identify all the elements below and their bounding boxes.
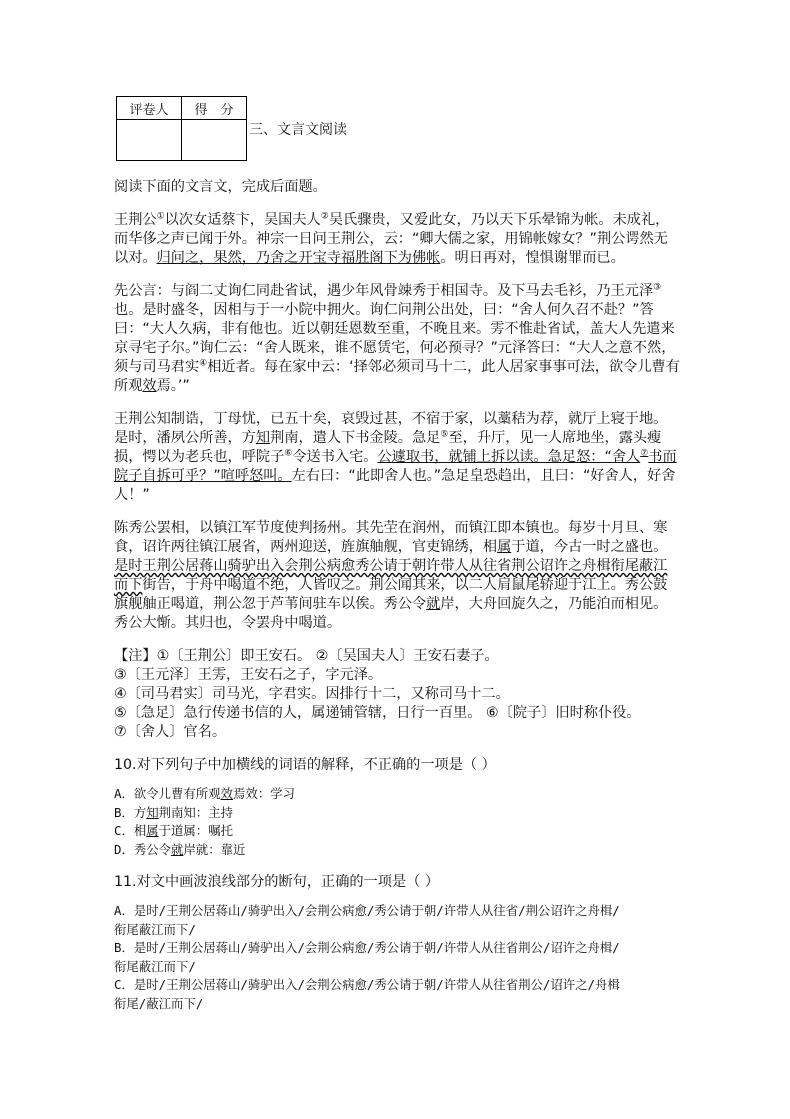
p3-text-e: 令送书入宅。 xyxy=(292,449,378,465)
p2-text-b: 也。是时盛冬，因相与于一小院中拥火。询仁问荆公出处，曰：“舍人何久召不赴？”答曰：“大人久病，非有他也。近以朝廷恩数至重，不晚且来。雱不惟赴省试，盖大人先遣来京寻宅子尔。”询仁云：“舍人既来，谁不愿赁宅，何必预寻？”元泽答曰：“大人之意不然，须与司马君实 xyxy=(114,302,676,375)
p3-text-h: 左右曰：“此即舍人也。”急足皇恐趋出，且曰：“好舍人，好舍人！” xyxy=(114,468,676,503)
q11-c-line-2: 衔尾/蔽江而下/ xyxy=(114,995,204,1011)
p4-text-g: 岸，大舟回旋久之，乃能泊而相见。秀公大惭。其归也，令罢舟中喝道。 xyxy=(114,596,668,631)
p4-text-c: 于道，今古一时之盛也。 xyxy=(511,539,668,555)
p2-underlined-word: 效 xyxy=(142,378,157,394)
q10-d-word: 就 xyxy=(171,841,184,857)
passage-paragraph-2 xyxy=(114,282,680,396)
question-11-options xyxy=(114,902,680,1013)
q10-c-pre: C．相 xyxy=(114,823,147,838)
q10-b-pre: B．方 xyxy=(114,804,147,820)
note-line: ③〔王元泽〕王雱，王安石之子，字元泽。 xyxy=(114,667,383,683)
score-header: 得 分 xyxy=(182,97,247,120)
passage-paragraph-4 xyxy=(114,519,680,633)
q11-a-line-2: 衔尾蔽江而下/ xyxy=(114,921,196,937)
grader-cell xyxy=(117,120,182,161)
p4-underlined-word-1: 属 xyxy=(497,539,512,555)
q11-option-a[interactable] xyxy=(114,902,680,939)
q10-c-post: 于道属：嘱托 xyxy=(158,823,233,838)
q11-b-line-2: 衔尾蔽江而下/ xyxy=(114,958,196,974)
q10-b-word: 知 xyxy=(146,804,159,820)
question-10-options xyxy=(114,785,680,859)
note-ref-4: ④ xyxy=(199,358,208,369)
p4-text-e: 街告，于舟中喝道不绝，人皆叹之。荆公闻其来，以二人肩鼠尾轿迎于江上。秀公鼓旗舰舳正喝道，荆公忽于芦苇间驻车以俟。秀公令 xyxy=(114,577,668,612)
section-title: 三、文言文阅读 xyxy=(249,122,347,138)
p1-text-a: 王荆公 xyxy=(114,212,157,228)
q10-option-c[interactable] xyxy=(114,822,680,841)
note-ref-2: ② xyxy=(320,211,329,222)
q11-option-c[interactable] xyxy=(114,976,680,1013)
p4-wavy-underlined-passage: 是时王荆公居蒋山骑驴出入会荆公病愈秀公请于朝许带人从往省荆公诏许之舟楫衔尾蔽江而下 xyxy=(114,558,668,593)
reading-content xyxy=(114,178,680,1027)
note-ref-1: ① xyxy=(156,211,165,222)
p4-text-a: 陈秀公罢相，以镇江军节度使判扬州。其先茔在润州，而镇江即本镇也。每岁十月旦、寒食，诏许两往镇江展省，两州迎送，旌旗舳舰，官吏锦绣，相 xyxy=(114,520,668,555)
note-line: ④〔司马君实〕司马光，字君实。因排行十二，又称司马十二。 xyxy=(114,686,510,702)
question-10-stem: 10.对下列句子中加横线的词语的解释，不正确的一项是（ ） xyxy=(114,757,496,773)
p3-underlined-sentence-1: 公遽取书，就铺上拆以读。急足怒：“舍人 xyxy=(377,449,641,465)
score-table xyxy=(116,96,247,161)
q10-c-word: 属 xyxy=(146,823,159,838)
p3-text-a: 王荆公知制诰，丁母忧，已五十矣，哀毁过甚，不宿于家，以藁秸为荐，就厅上寝于地。是时，潘夙公所善，方 xyxy=(114,411,668,446)
q11-option-b[interactable] xyxy=(114,939,680,976)
p1-underlined-sentence: 归问之，果然，乃舍之开宝寺福胜阁下为佛帐 xyxy=(156,250,441,266)
note-ref-7: ⑦ xyxy=(640,448,649,459)
p2-text-c: 相近者。每在家中云：‘择邻必须司马十二，此人居家事事可法，欲令儿曹有所观 xyxy=(114,359,680,394)
note-line: ⑤〔急足〕急行传递书信的人，属递铺管辖，日行一百里。 ⑥〔院子〕旧时称仆役。 xyxy=(114,705,641,721)
annotations xyxy=(114,647,680,742)
question-11-stem: 11.对文中画波浪线部分的断句，正确的一项是（ ） xyxy=(114,874,440,890)
q10-a-pre: A．欲令儿曹有所观 xyxy=(114,786,221,801)
score-cell xyxy=(182,120,247,161)
p1-text-e: 。明日再对，惶惧谢罪而已。 xyxy=(440,250,625,266)
note-line: 【注】①〔王荆公〕即王安石。 ②〔吴国夫人〕王安石妻子。 xyxy=(114,648,499,664)
p3-text-d: 至，升厅，见一人席地坐，露头瘦损，愕以为老兵也，呼院子 xyxy=(114,430,662,465)
q10-option-b[interactable] xyxy=(114,804,680,823)
note-ref-3: ③ xyxy=(653,282,662,293)
note-ref-6: ⑥ xyxy=(284,448,293,459)
q11-a-line-1: A．是时/王荆公居蒋山/骑驴出入/会荆公病愈/秀公请于朝/许带人从往省/荆公诏许之舟楫/ xyxy=(114,903,620,918)
p2-text-a: 先公言：与阎二丈询仁同赴省试，遇少年风骨竦秀于相国寺。及下马去毛衫，乃王元泽 xyxy=(114,283,654,299)
grader-header: 评卷人 xyxy=(117,97,182,120)
q11-b-line-1: B．是时/王荆公居蒋山/骑驴出入/会荆公病愈/秀公请于朝/许带人从往省荆公/诏许之舟楫/ xyxy=(114,940,620,955)
q10-d-post: 岸就：靠近 xyxy=(183,841,246,857)
note-ref-5: ⑤ xyxy=(440,429,449,440)
q10-a-word: 效 xyxy=(220,786,233,801)
note-line: ⑦〔舍人〕官名。 xyxy=(114,724,227,740)
q10-option-a[interactable] xyxy=(114,785,680,804)
passage-paragraph-1 xyxy=(114,211,680,268)
p2-text-e: 焉。’” xyxy=(156,378,190,394)
q10-d-pre: D．秀公令 xyxy=(114,841,172,857)
passage-paragraph-3 xyxy=(114,410,680,505)
q10-b-post: 荆南知：主持 xyxy=(158,804,233,820)
p1-text-b: 以次女适蔡卞，吴国夫人 xyxy=(164,212,321,228)
p3-underlined-word: 知 xyxy=(255,430,271,446)
p3-text-c: 荆南，遣人下书金陵。急足 xyxy=(270,430,441,446)
q10-a-post: 焉效：学习 xyxy=(232,786,295,801)
p4-underlined-word-2: 就 xyxy=(426,596,441,612)
q10-option-d[interactable] xyxy=(114,841,680,860)
p1-text-c: 吴氏骤贵，又爱此女，乃以天下乐晕锦为帐。未成礼，而华侈之声已闻于外。神宗一日问王荆公，云：“卿大儒之家，用锦帐嫁女？”荆公谔然无以对。 xyxy=(114,212,670,266)
p3-underlined-sentence-2: 书而院子自拆可乎？”喧呼怒叫。 xyxy=(114,449,677,484)
intro-text: 阅读下面的文言文，完成后面题。 xyxy=(114,179,327,195)
q11-c-line-1: C．是时/王荆公居蒋山/骑驴出入/会荆公病愈/秀公请于朝/许带人从往省荆公/诏许之/舟楫 xyxy=(114,977,620,992)
